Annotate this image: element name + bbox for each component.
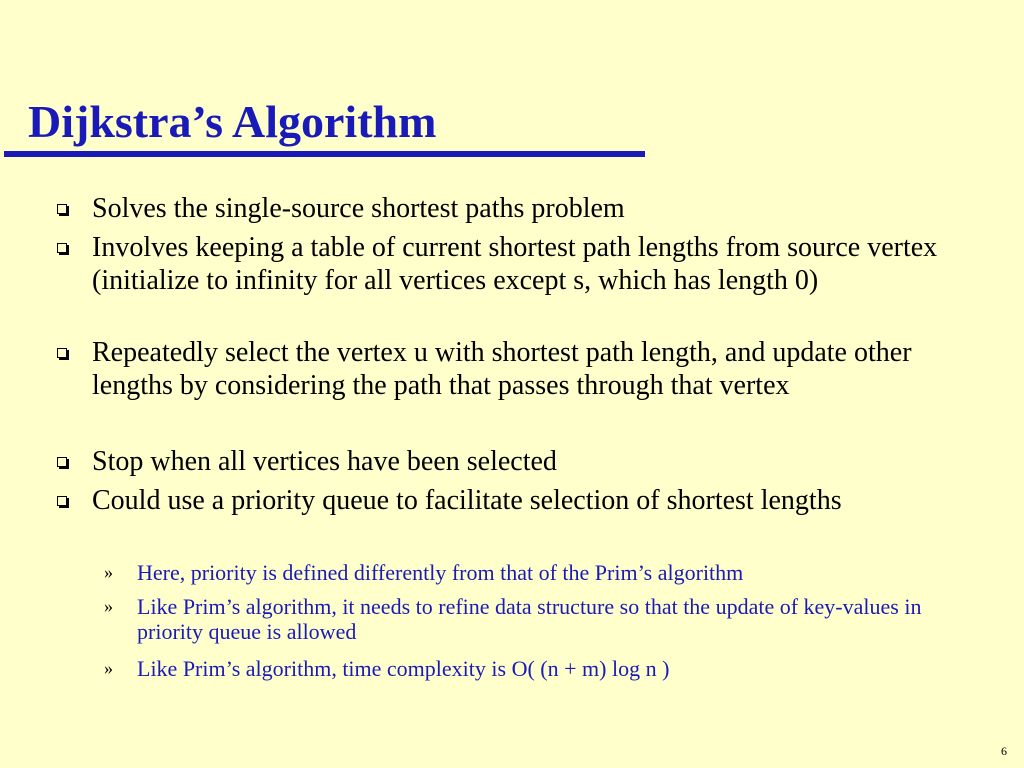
bullet-item: Could use a priority queue to facilitate selection of shortest lengths bbox=[92, 485, 842, 516]
slide-title: Dijkstra’s Algorithm bbox=[28, 96, 437, 147]
title-underline bbox=[4, 151, 645, 157]
bullet-item: Involves keeping a table of current shortest path lengths from source vertex (initialize to infinity for all vertices except s, which has length 0) bbox=[92, 232, 938, 296]
bullet-item: Repeatedly select the vertex u with shortest path length, and update other lengths by considering the path that passes through that vertex bbox=[92, 337, 912, 401]
bullet-square-icon bbox=[57, 348, 67, 358]
page-number: 6 bbox=[1001, 744, 1007, 758]
sub-bullet-item: Here, priority is defined differently from that of the Prim’s algorithm bbox=[137, 560, 744, 585]
sub-bullet-marker: » bbox=[104, 658, 113, 678]
bullet-item: Solves the single-source shortest paths problem bbox=[92, 193, 625, 224]
sub-bullet-item: Like Prim’s algorithm, time complexity is O( (n + m) log n ) bbox=[137, 656, 670, 681]
sub-bullet-marker: » bbox=[104, 596, 113, 616]
bullet-square-icon bbox=[57, 457, 67, 467]
bullet-item: Stop when all vertices have been selected bbox=[92, 446, 557, 477]
bullet-square-icon bbox=[57, 496, 67, 506]
sub-bullet-item: Like Prim’s algorithm, it needs to refine data structure so that the update of key-values in priority queue is allowed bbox=[137, 594, 922, 644]
bullet-square-icon bbox=[57, 204, 67, 214]
bullet-square-icon bbox=[57, 243, 67, 253]
sub-bullet-marker: » bbox=[104, 562, 113, 582]
